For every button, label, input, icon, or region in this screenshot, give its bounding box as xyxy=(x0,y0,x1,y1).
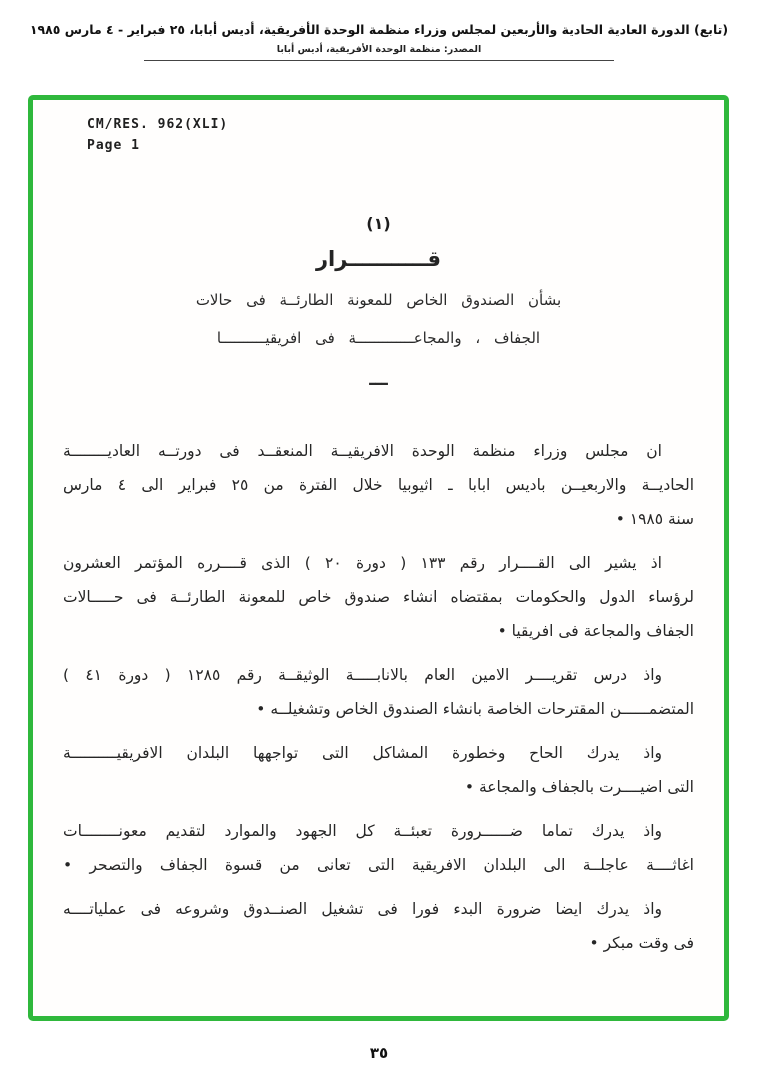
header-title: (تابع) الدورة العادية الحادية والأربعين لمجلس وزراء منظمة الوحدة الأفريقية، أديس أبابا، ٢٥ فبراير - ٤ مارس ١٩٨٥ xyxy=(29,22,729,37)
text-line: اغاثــــة عاجلــة الى البلدان الافريقية التى تعانى من قسوة الجفاف والتصحر • xyxy=(63,856,694,874)
resolution-title: قـــــــــــرار xyxy=(315,247,442,271)
text-line: المتضمــــــن المقترحات الخاصة بانشاء الصندوق الخاص وتشغيلــه • xyxy=(256,700,694,718)
text-line: واذ يدرك الحاح وخطورة المشاكل التى تواجهها البلدان الافريقيــــــــــة xyxy=(63,744,662,762)
document-body xyxy=(63,434,694,960)
header-divider xyxy=(144,60,614,61)
text-line: فى وقت مبكر • xyxy=(589,934,694,952)
document-ref: CM/RES. 962(XLI) xyxy=(87,117,229,132)
content-frame xyxy=(28,95,729,1021)
paragraph xyxy=(63,736,694,804)
paragraph xyxy=(63,658,694,726)
text-line: الحاديــة والاربعيــن باديس ابابا ـ اثيوبيا خلال الفترة من ٢٥ فبراير الى ٤ مارس xyxy=(63,476,694,494)
paragraph xyxy=(63,434,694,536)
text-line: التى اضيــــرت بالجفاف والمجاعة • xyxy=(464,778,694,796)
page-label: Page 1 xyxy=(87,138,140,153)
text-line: سنة ١٩٨٥ • xyxy=(615,510,694,528)
resolution-subtitle-1: بشأن الصندوق الخاص للمعونة الطارئــة فى حالات xyxy=(195,291,562,309)
document-reference-block xyxy=(87,114,694,156)
item-number: (١) xyxy=(366,214,391,233)
paragraph xyxy=(63,892,694,960)
text-line: الجفاف والمجاعة فى افريقيا • xyxy=(497,622,694,640)
text-line: واذ يدرك تماما ضــــــرورة تعبئــة كل الجهود والموارد لتقديم معونــــــــات xyxy=(63,822,662,840)
resolution-subtitle-2: الجفاف ، والمجاعـــــــــــــة فى افريقيــــــــــا xyxy=(216,329,541,347)
text-line: اذ يشير الى القــــرار رقم ١٣٣ ( دورة ٢٠ ) الذى قــــرره المؤتمر العشرون xyxy=(63,554,662,572)
header-source: المصدر: منظمة الوحدة الأفريقية، أديس أبابا xyxy=(276,44,482,55)
separator-dash: ـــ xyxy=(369,369,388,390)
text-line: واذ يدرك ايضا ضرورة البدء فورا فى تشغيل الصنــدوق وشروعه فى عملياتــــه xyxy=(63,900,662,918)
text-line: واذ درس تقريــــر الامين العام بالانابـــــة الوثيقــة رقم ١٢٨٥ ( دورة ٤١ ) xyxy=(63,666,662,684)
text-line: لرؤساء الدول والحكومات بمقتضاه انشاء صندوق خاص للمعونة الطارئــة فى حـــــالات xyxy=(63,588,694,606)
text-line: ان مجلس وزراء منظمة الوحدة الافريقيــة المنعقــد فى دورتــه العاديــــــــة xyxy=(63,442,662,460)
paragraph xyxy=(63,814,694,882)
page-header xyxy=(0,0,758,61)
page-number: ٣٥ xyxy=(369,1044,389,1062)
paragraph xyxy=(63,546,694,648)
